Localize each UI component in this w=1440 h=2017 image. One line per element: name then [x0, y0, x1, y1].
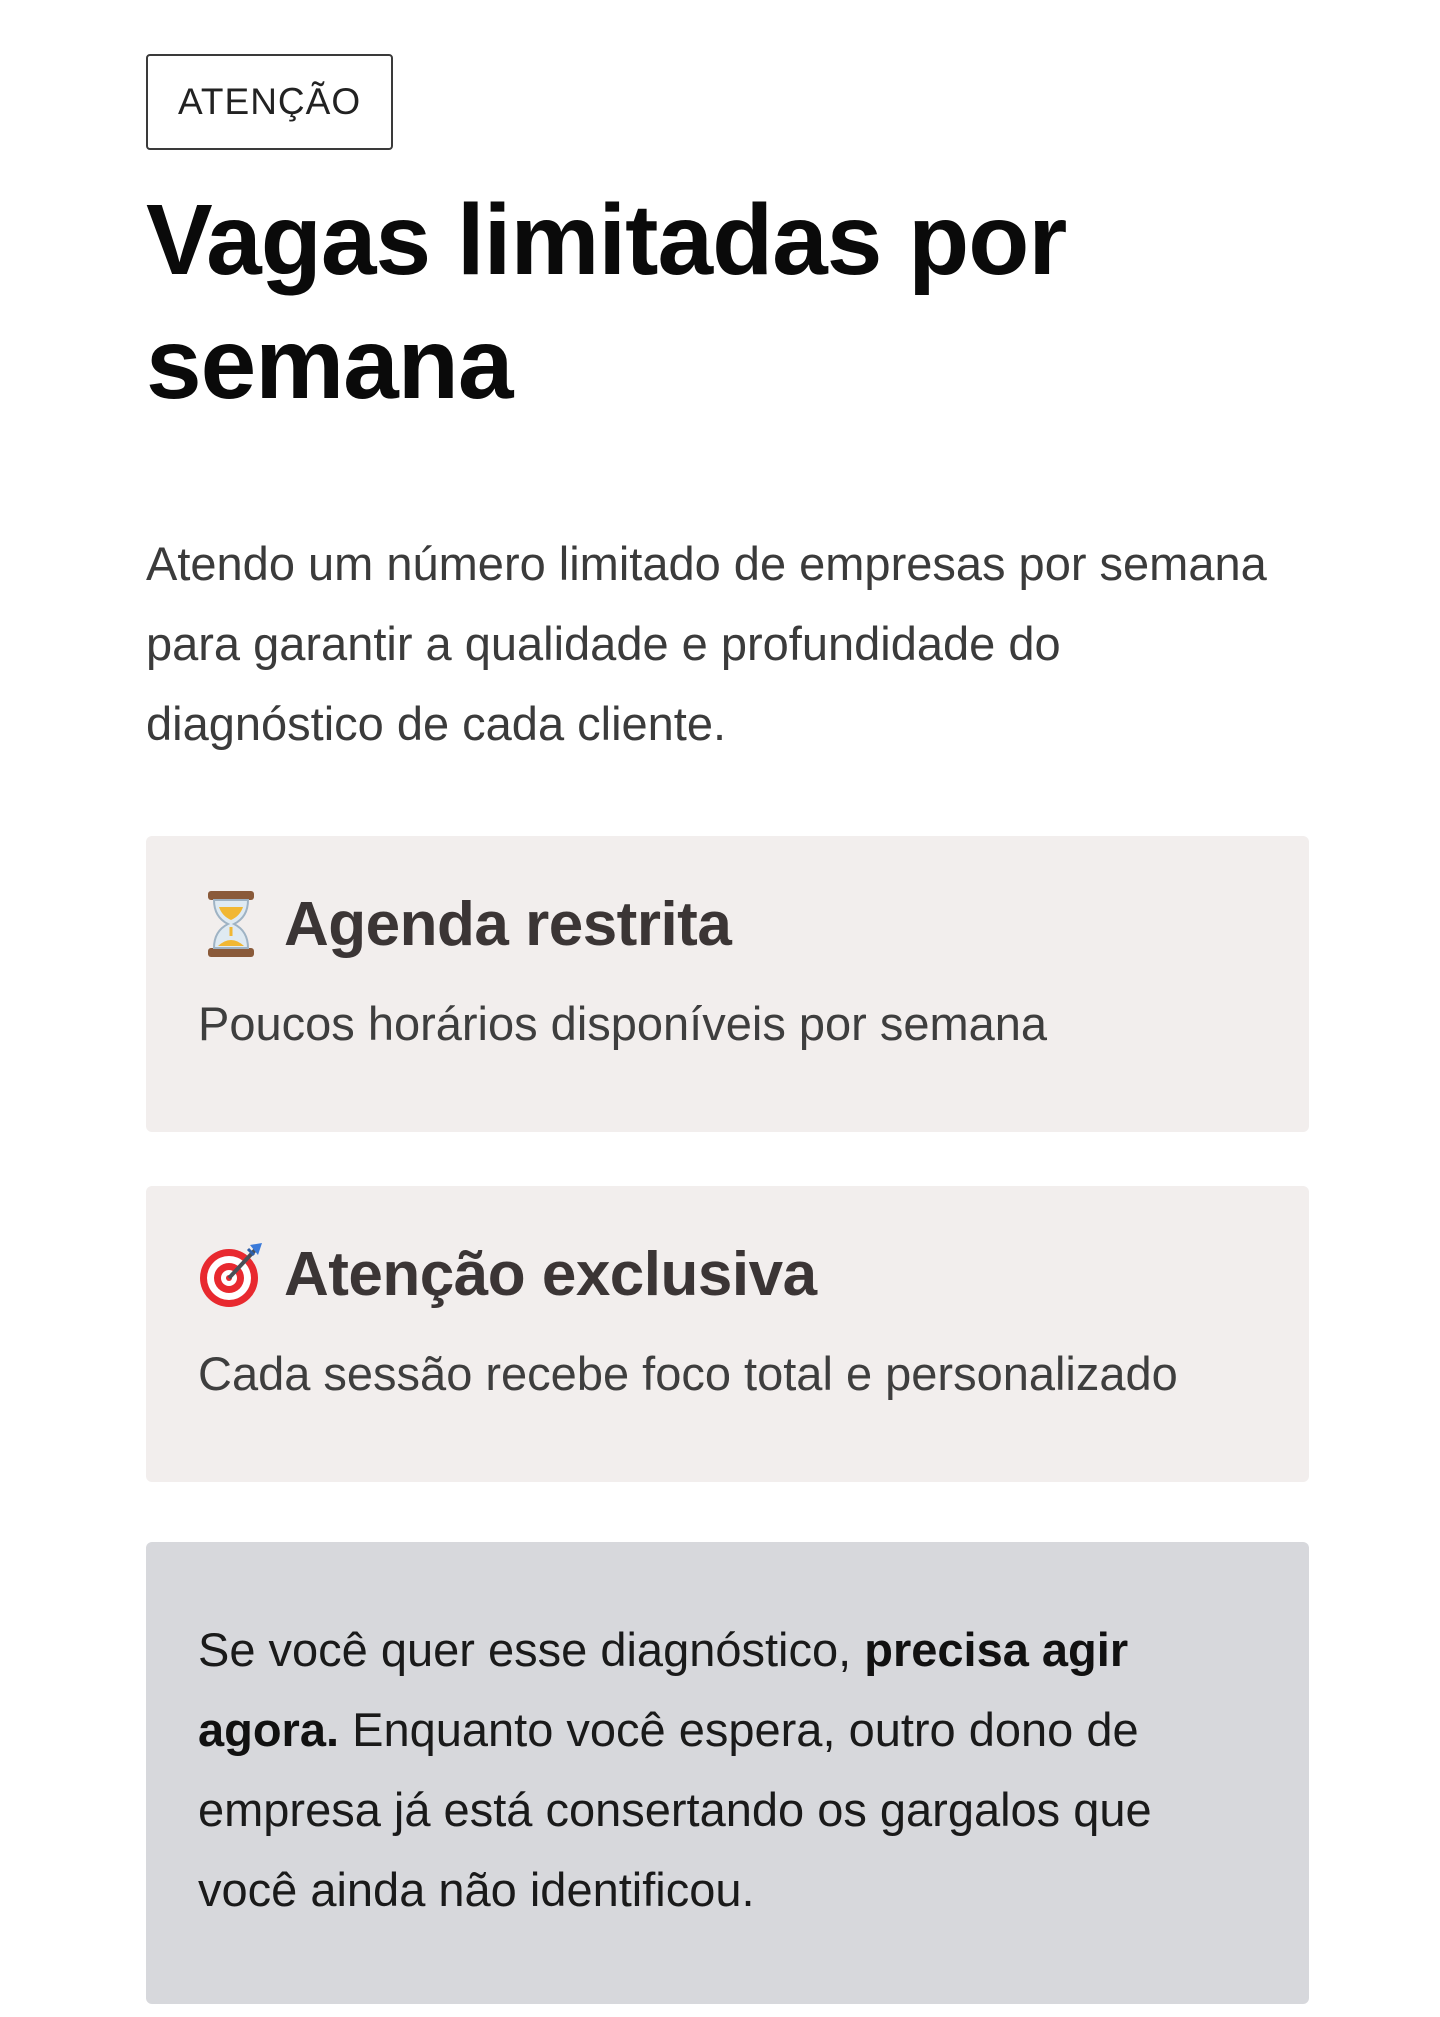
urgency-callout [146, 1542, 1309, 2004]
callout-lead-text: Se você quer esse diagnóstico, [198, 1623, 865, 1676]
scarcity-section [146, 54, 1309, 2004]
callout-rest-text: Enquanto você espera, outro dono de empresa já está consertando os gargalos que você ainda não identificou. [198, 1703, 1152, 1916]
hourglass-icon [198, 889, 264, 959]
card-description: Cada sessão recebe foco total e personalizado [198, 1347, 1178, 1400]
attention-badge: ATENÇÃO [146, 54, 393, 150]
card-title-row [198, 1236, 1257, 1312]
callout-emphasis: precisa agir agora. [198, 1623, 1129, 1756]
card-title-row [198, 886, 1257, 962]
feature-card-agenda [146, 836, 1309, 1132]
intro-paragraph: Atendo um número limitado de empresas por semana para garantir a qualidade e profundidade do diagnóstico de cada cliente. [146, 537, 1267, 750]
card-heading: Atenção exclusiva [284, 1239, 817, 1309]
section-headline: Vagas limitadas por semana [146, 184, 1067, 420]
card-heading: Agenda restrita [284, 889, 732, 959]
target-icon [198, 1239, 264, 1309]
card-description: Poucos horários disponíveis por semana [198, 997, 1048, 1050]
feature-card-attention [146, 1186, 1309, 1482]
